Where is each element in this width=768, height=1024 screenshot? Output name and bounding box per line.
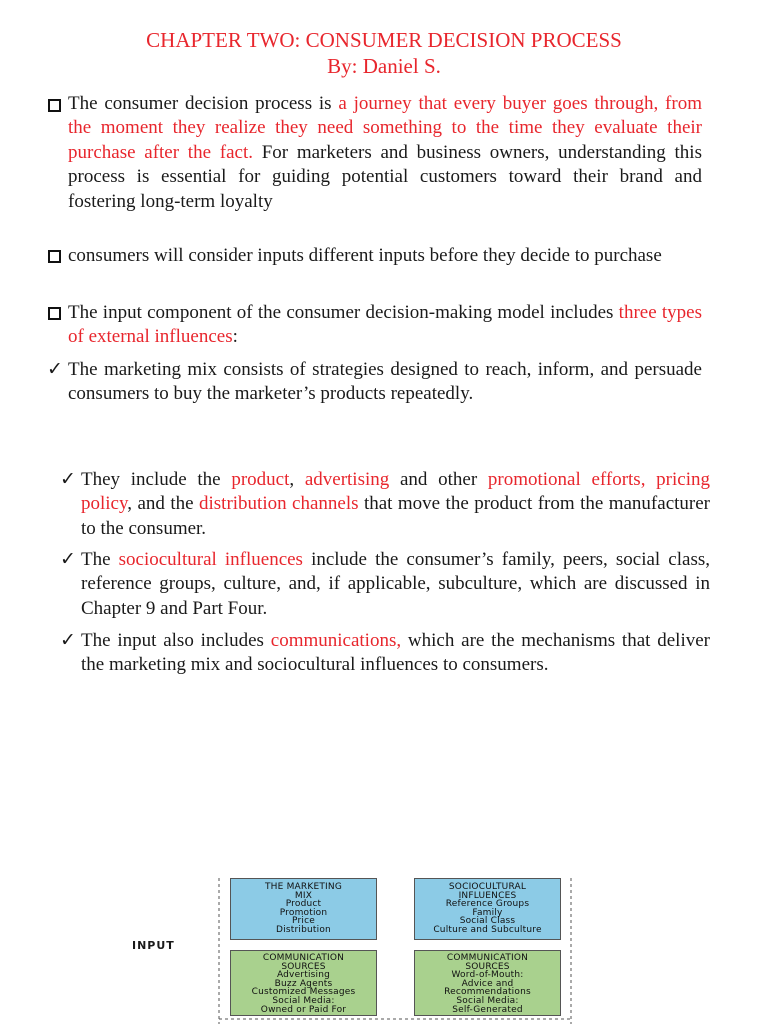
box-line: Self-Generated [452,1004,523,1015]
check-1-text: that move the product from the manufacturer to the consumer. [81,493,710,539]
box-line: Distribution [276,924,331,935]
check-3-text: The input also includes [81,630,271,651]
box-line: Family [472,907,503,918]
check-1-text: , [289,469,305,490]
box-line: Word-of-Mouth: [451,970,524,981]
check-2-text: include the consumer’s family, peers, social class, reference groups, culture, and, if applicable, subculture, which are discussed in Chapter 9 and Part Four. [81,549,710,619]
bullet-3-text: The input component of the consumer decision-making model includes [68,302,619,323]
communication-sources-right-box [414,950,561,1016]
sociocultural-influences-box [414,878,561,940]
bullet-1-highlight: a journey that every buyer goes through, from the moment they realize they need something to the time they evaluate their purchase after the fact. [68,93,702,163]
check-intro-paragraph: The marketing mix consists of strategies designed to reach, inform, and persuade consumers to buy the marketer’s products repeatedly. [68,359,702,405]
highlight-advertising: advertising [304,469,390,490]
box-line: SOURCES [465,961,510,972]
box-line: Recommendations [444,987,531,998]
box-line: Culture and Subculture [433,924,542,935]
highlight-sociocultural: sociocultural influences [118,549,303,570]
box-line: MIX [294,890,313,901]
box-line: COMMUNICATION [446,953,529,963]
box-line: Advice and [461,978,514,989]
box-line: Reference Groups [445,899,530,910]
bullet-paragraph-2: consumers will consider inputs different inputs before they decide to purchase [68,245,662,266]
check-1-text: They include the [81,469,232,490]
check-icon: ✓ [60,548,76,570]
communication-sources-left-box [230,950,377,1016]
bullet-1-text: The consumer decision process is [68,93,339,114]
box-line: Social Media: [456,995,519,1006]
highlight-product: product [231,469,290,490]
check-icon: ✓ [47,358,63,380]
box-line: Social Class [459,916,516,927]
check-icon: ✓ [60,468,76,490]
box-line: Product [285,899,322,910]
check-2-text: The [81,549,119,570]
check-3-text: which are the mechanisms that deliver the marketing mix and sociocultural influences to consumers. [81,630,710,676]
box-line: SOURCES [281,961,326,972]
highlight-distribution: distribution channels [199,493,359,515]
page-title: CHAPTER TWO: CONSUMER DECISION PROCESS [146,28,622,52]
box-line: Owned or Paid For [260,1004,347,1015]
box-line: Advertising [276,970,331,981]
box-line: Buzz Agents [274,978,333,989]
box-line: Customized Messages [251,987,356,998]
box-line: SOCIOCULTURAL [448,882,527,892]
highlight-promotional: promotional efforts, pricing policy [81,469,710,515]
box-line: COMMUNICATION [262,953,345,963]
box-line: INFLUENCES [458,890,517,901]
box-line: THE MARKETING [264,882,343,892]
bullet-1-text-end: For marketers and business owners, understanding this process is essential for guiding potential customers toward their brand and fostering long-term loyalty [68,141,702,212]
input-label: INPUT [132,939,175,952]
author-line: By: Daniel S. [327,54,441,78]
marketing-mix-box [230,878,377,940]
bullet-3-text-end: : [232,326,238,348]
box-line: Promotion [279,907,328,918]
check-1-text: , and the [127,493,199,515]
check-icon: ✓ [60,629,76,651]
box-line: Price [292,916,315,927]
box-line: Social Media: [272,995,335,1006]
check-1-text: and other [389,469,488,490]
bullet-3-highlight: three types of external influences [68,302,703,348]
highlight-communications: communications, [270,630,402,651]
